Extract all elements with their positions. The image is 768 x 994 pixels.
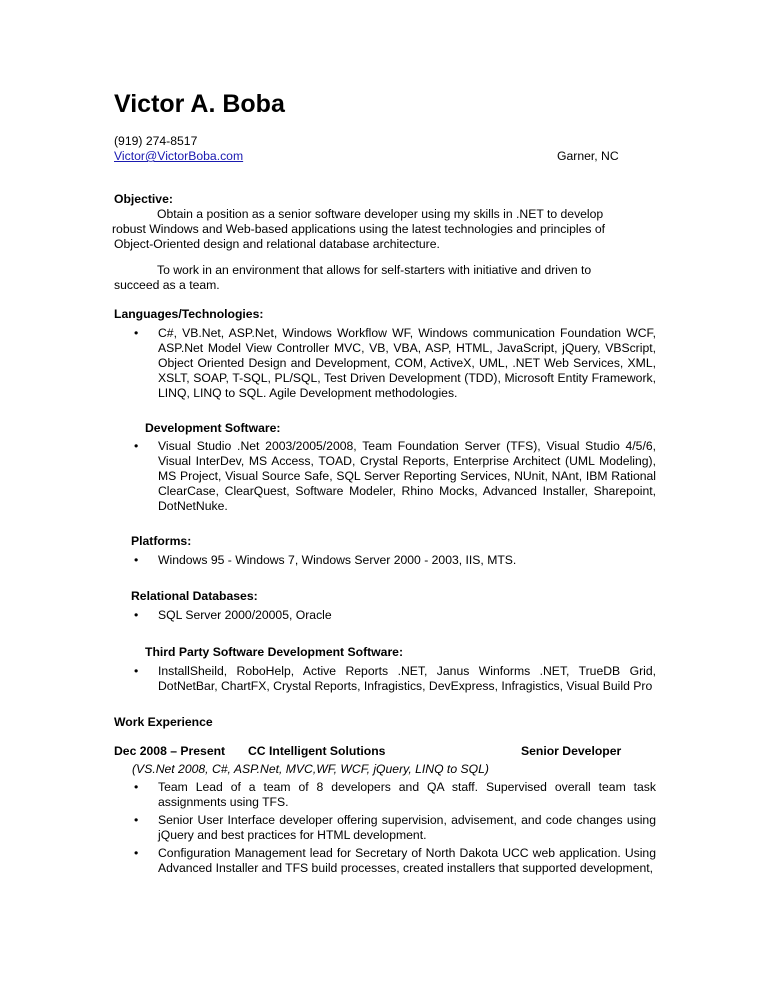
email-link[interactable]: Victor@VictorBoba.com [114, 149, 244, 163]
dev-software-list [124, 439, 656, 517]
job-company: CC Intelligent Solutions [248, 744, 386, 758]
databases-list [124, 608, 656, 626]
list-item: • Visual Studio .Net 2003/2005/2008, Team Foundation Server (TFS), Visual Studio 4/5/6, Visual InterDev, MS Access, TOAD, Crystal Reports, Enterprise Architect (UML Modeling), MS Project, Visual Source Safe, SQL Server Reporting Services, NUnit, NAnt, IBM Rational ClearCase, ClearQuest, Software Modeler, Rhino Mocks, Advanced Installer, Sharepoint, DotNetNuke. [124, 439, 656, 514]
phone-number: (919) 274-8517 [114, 134, 198, 148]
third-party-heading: Third Party Software Development Software: [145, 645, 404, 659]
languages-heading: Languages/Technologies: [114, 307, 264, 321]
objective-paragraph-2 [114, 263, 626, 293]
objective-p1-line: robust Windows and Web-based applications using the latest technologies and principles of [112, 222, 605, 236]
list-item: • Windows 95 - Windows 7, Windows Server 2000 - 2003, IIS, MTS. [124, 553, 656, 568]
job-tech-stack: (VS.Net 2008, C#, ASP.Net, MVC,WF, WCF, jQuery, LINQ to SQL) [132, 762, 489, 776]
job-title: Senior Developer [521, 744, 622, 758]
databases-heading: Relational Databases: [131, 589, 258, 603]
list-item: • C#, VB.Net, ASP.Net, Windows Workflow WF, Windows communication Foundation WCF, ASP.Net Model View Controller MVC, VB, VBA, ASP, HTML, JavaScript, jQuery, VBScript, Object Oriented Design and Development, COM, ActiveX, UML, .NET Web Services, XML, XSLT, SOAP, T-SQL, PL/SQL, Test Driven Development (TDD), Microsoft Entity Framework, LINQ, LINQ to SQL. Agile Development methodologies. [124, 326, 656, 401]
list-item: • InstallSheild, RoboHelp, Active Reports .NET, Janus Winforms .NET, TrueDB Grid, DotNetBar, ChartFX, Crystal Reports, Infragistics, DevExpress, Infragistics, Visual Build Pro [124, 664, 656, 694]
objective-heading: Objective: [114, 192, 173, 206]
platforms-heading: Platforms: [131, 534, 192, 548]
languages-list [124, 326, 656, 404]
list-item: • Configuration Management lead for Secretary of North Dakota UCC web application. Using Advanced Installer and TFS build processes, created installers that supported development, [124, 846, 656, 876]
platforms-list [124, 553, 656, 571]
resume-name: Victor A. Boba [114, 90, 285, 118]
objective-p2-line: succeed as a team. [114, 278, 220, 292]
job-dates: Dec 2008 – Present [114, 744, 226, 758]
dev-software-heading: Development Software: [145, 421, 281, 435]
objective-p1-line: Obtain a position as a senior software developer using my skills in .NET to develop [157, 207, 604, 221]
objective-p2-line: To work in an environment that allows for self-starters with initiative and driven to [157, 263, 592, 277]
location: Garner, NC [557, 149, 619, 163]
job-bullets [124, 780, 656, 879]
objective-p1-line: Object-Oriented design and relational database architecture. [114, 237, 440, 251]
third-party-list [124, 664, 656, 697]
list-item: • SQL Server 2000/20005, Oracle [124, 608, 656, 623]
list-item: • Senior User Interface developer offering supervision, advisement, and code changes using jQuery and best practices for HTML development. [124, 813, 656, 843]
list-item: • Team Lead of a team of 8 developers and QA staff. Supervised overall team task assignments using TFS. [124, 780, 656, 810]
objective-paragraph-1 [114, 207, 626, 252]
work-experience-heading: Work Experience [114, 715, 213, 729]
